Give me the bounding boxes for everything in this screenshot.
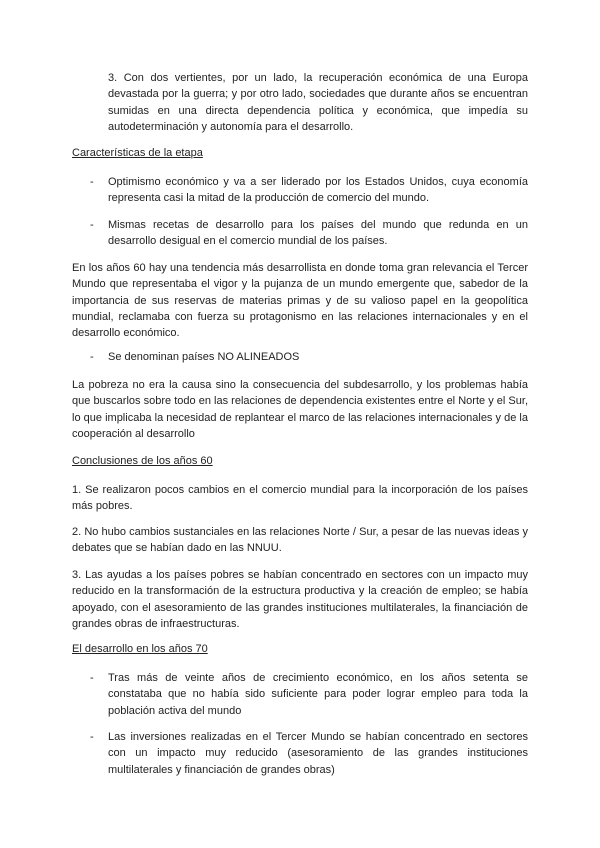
- bullet-marker: -: [90, 176, 94, 188]
- numbered-item: 3. Las ayudas a los países pobres se habían concentrado en sectores con un impacto muy reducido en la transformación de la estructura productiva y la creación de empleo; se había apoyado, con el asesoramiento de las grandes instituciones multilaterales, la financiación de grandes obras de infraestructuras.: [72, 569, 528, 630]
- bullet-marker: -: [90, 672, 94, 684]
- intro-numbered-item: 3. Con dos vertientes, por un lado, la recuperación económica de una Europa devastada por la guerra; y por otro lado, sociedades que durante años se encuentran sumidas en una directa dependencia política y económica, que impedía su autodeterminación y autonomía para el desarrollo.: [108, 72, 528, 133]
- list-item: Mismas recetas de desarrollo para los países del mundo que redunda en un desarrollo desigual en el comercio mundial de los países.: [108, 219, 528, 248]
- numbered-item: 2. No hubo cambios sustanciales en las relaciones Norte / Sur, a pesar de las nuevas ideas y debates que se habían dado en las NNUU.: [72, 526, 528, 555]
- list-item: Optimismo económico y va a ser liderado por los Estados Unidos, cuya economía representa casi la mitad de la producción de comercio del mundo.: [108, 176, 528, 205]
- section-heading-caracteristicas: Características de la etapa: [72, 147, 203, 159]
- numbered-item: 1. Se realizaron pocos cambios en el comercio mundial para la incorporación de los países más pobres.: [72, 484, 528, 513]
- list-item: Se denominan países NO ALINEADOS: [108, 351, 300, 363]
- paragraph: En los años 60 hay una tendencia más desarrollista en donde toma gran relevancia el Tercer Mundo que representaba el vigor y la pujanza de un mundo emergente que, sabedor de la importancia de sus reservas de materias primas y de su valioso papel en la geopolítica mundial, reclamaba con fuerza su protagonismo en las relaciones internacionales y en el desarrollo económico.: [72, 262, 528, 340]
- paragraph: La pobreza no era la causa sino la consecuencia del subdesarrollo, y los problemas había que buscarlos sobre todo en las relaciones de dependencia existentes entre el Norte y el Sur, lo que implicaba la necesidad de replantear el marco de las relaciones internacionales y de la cooperación al desarrollo: [72, 379, 528, 440]
- bullet-marker: -: [90, 731, 94, 743]
- section-heading-conclusiones: Conclusiones de los años 60: [72, 455, 213, 467]
- bullet-marker: -: [90, 351, 94, 363]
- list-item: Las inversiones realizadas en el Tercer Mundo se habían concentrado en sectores con un impacto muy reducido (asesoramiento de las grandes instituciones multilaterales y financiación de grandes obras): [108, 731, 528, 776]
- list-item: Tras más de veinte años de crecimiento económico, en los años setenta se constataba que no había sido suficiente para poder lograr empleo para toda la población activa del mundo: [108, 672, 528, 717]
- section-heading-anos-70: El desarrollo en los años 70: [72, 643, 208, 655]
- bullet-marker: -: [90, 219, 94, 231]
